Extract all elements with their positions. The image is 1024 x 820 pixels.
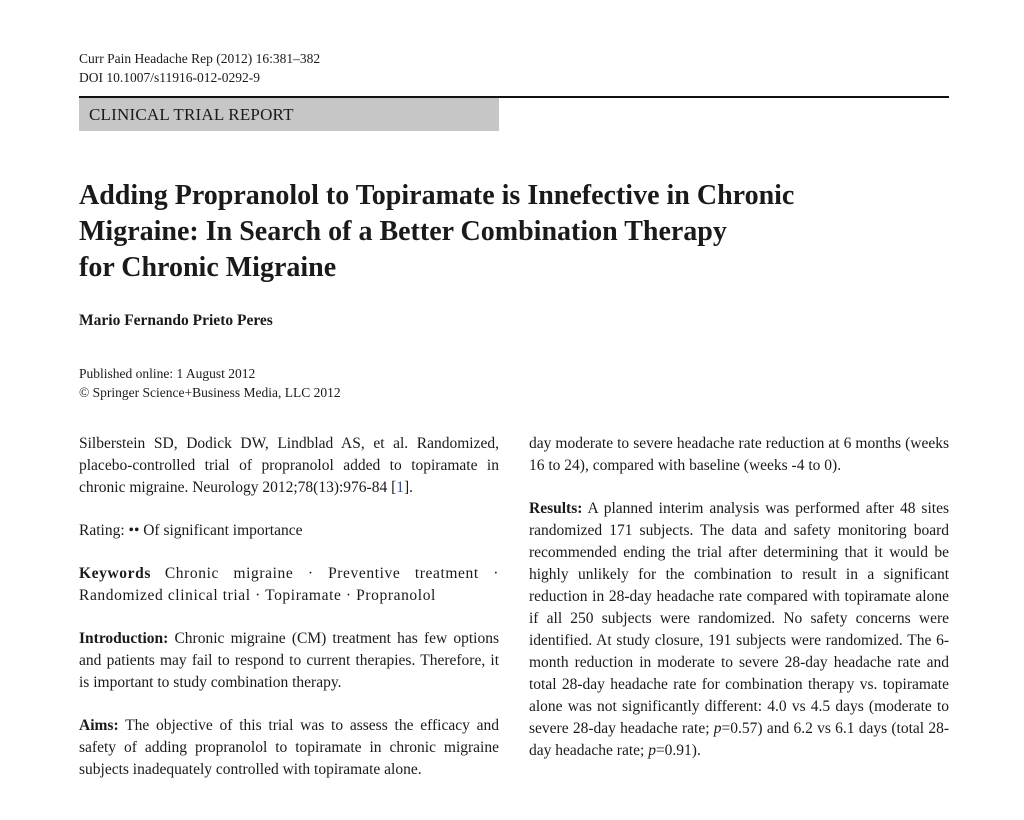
- aims-paragraph: [79, 715, 499, 781]
- p-value-symbol: p: [648, 742, 656, 759]
- left-column: [79, 433, 499, 802]
- right-column: [529, 433, 949, 783]
- doi: DOI 10.1007/s11916-012-0292-9: [79, 70, 260, 85]
- introduction-text: Chronic migraine (CM) treatment has few options and patients may fail to respond to current therapies. Therefore, it is important to study combination therapy.: [79, 630, 499, 691]
- author-name: Mario Fernando Prieto Peres: [79, 312, 273, 329]
- keywords-paragraph: [79, 563, 499, 607]
- rating: Rating: •• Of significant importance: [79, 522, 303, 539]
- title-line: Migraine: In Search of a Better Combination Therapy: [79, 216, 727, 247]
- title-line: Adding Propranolol to Topiramate is Innefective in Chronic: [79, 180, 795, 211]
- title-line: for Chronic Migraine: [79, 252, 337, 283]
- citation-end: ].: [404, 479, 414, 496]
- p-value-symbol: p: [713, 720, 722, 737]
- article-title: [79, 178, 949, 286]
- introduction-paragraph: [79, 628, 499, 694]
- journal-info: [79, 49, 320, 87]
- results-text: =0.91).: [655, 742, 701, 759]
- copyright-notice: © Springer Science+Business Media, LLC 2012: [79, 385, 341, 400]
- aims-label: Aims:: [79, 717, 119, 734]
- introduction-label: Introduction:: [79, 630, 169, 647]
- section-label: CLINICAL TRIAL REPORT: [79, 98, 499, 131]
- publication-info: [79, 364, 341, 402]
- citation-text: Silberstein SD, Dodick DW, Lindblad AS, et al. Randomized, placebo-controlled trial of propranolol added to topiramate in chronic migraine. Neurology 2012;78(13):976-84 [: [79, 435, 499, 496]
- results-label: Results:: [529, 500, 583, 517]
- citation-paragraph: [79, 433, 499, 499]
- results-paragraph: [529, 498, 949, 762]
- journal-citation: Curr Pain Headache Rep (2012) 16:381–382: [79, 51, 321, 66]
- keywords-text: Chronic migraine · Preventive treatment · Randomized clinical trial · Topiramate · Propranolol: [79, 565, 500, 604]
- aims-text: The objective of this trial was to assess the efficacy and safety of adding propranolol to topiramate in chronic migraine subjects inadequately controlled with topiramate alone.: [79, 717, 499, 778]
- published-date: Published online: 1 August 2012: [79, 366, 256, 381]
- results-text: =0.57) and 6.2 vs 6.1 days (total 28-day headache rate;: [529, 720, 949, 759]
- results-text: A planned interim analysis was performed after 48 sites randomized 171 subjects. The data and safety monitoring board recommended ending the trial after determining that it would be highly unlikely for the combination to result in a significant reduction in 28-day headache rate compared with topiramate alone if all 250 subjects were randomized. No safety concerns were identified. At study closure, 191 subjects were randomized. The 6-month reduction in moderate to severe 28-day headache rate and total 28-day headache rate for combination therapy vs. topiramate alone was not significantly different: 4.0 vs 4.5 days (moderate to severe 28-day headache rate;: [529, 500, 949, 737]
- reference-link[interactable]: 1: [396, 479, 404, 496]
- keywords-label: Keywords: [79, 565, 151, 582]
- methods-continued: day moderate to severe headache rate reduction at 6 months (weeks 16 to 24), compared with baseline (weeks -4 to 0).: [529, 435, 949, 474]
